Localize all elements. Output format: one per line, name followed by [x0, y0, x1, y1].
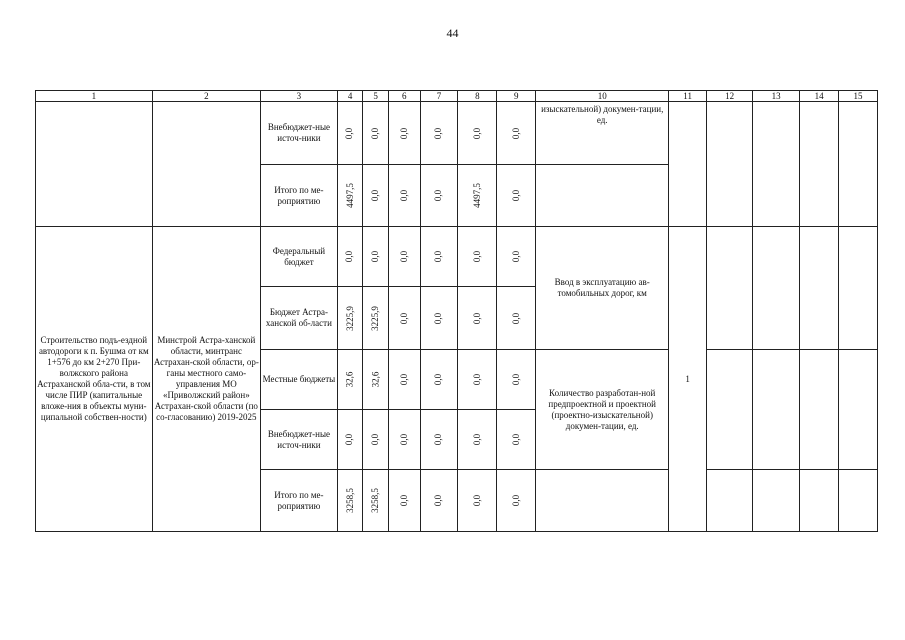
- funding-source: Внебюджет-ные источ-ники: [261, 410, 338, 470]
- value-cell: 32,6: [363, 350, 389, 410]
- value-cell: 0,0: [363, 102, 389, 165]
- empty-cell: [669, 102, 707, 227]
- value-cell: 0,0: [363, 165, 389, 227]
- header-cell: 3: [261, 91, 338, 102]
- empty-cell: [707, 227, 753, 350]
- empty-cell: [839, 227, 878, 350]
- value-cell: 0,0: [388, 410, 420, 470]
- header-cell: 10: [536, 91, 669, 102]
- value-cell: 0,0: [420, 227, 458, 287]
- empty-cell: [707, 470, 753, 532]
- value-cell: 0,0: [497, 102, 536, 165]
- empty-cell: [753, 102, 800, 227]
- value-cell: 3258,5: [337, 470, 363, 532]
- empty-cell: [800, 227, 839, 350]
- value-cell: 0,0: [388, 287, 420, 350]
- empty-cell: [753, 470, 800, 532]
- indicator-cell: Ввод в эксплуатацию ав-томобильных дорог, км: [536, 227, 669, 350]
- executor-cell: Минстрой Астра-ханской области, минтранс Астрахан-ской области, ор-ганы местного само-управления МО «Приволжский район» Астрахан-ской области (по со-гласованию) 2019-2025: [152, 227, 260, 532]
- empty-cell: [707, 350, 753, 470]
- value-cell: 0,0: [388, 350, 420, 410]
- value-cell: 0,0: [420, 102, 458, 165]
- empty-cell: [707, 102, 753, 227]
- value-cell: 0,0: [497, 350, 536, 410]
- header-cell: 9: [497, 91, 536, 102]
- table-row: [36, 227, 878, 287]
- header-cell: 15: [839, 91, 878, 102]
- funding-source: Внебюджет-ные источ-ники: [261, 102, 338, 165]
- value-cell: 3225,9: [337, 287, 363, 350]
- value-cell: 0,0: [497, 410, 536, 470]
- value-cell: 0,0: [420, 165, 458, 227]
- measure-name-cell: Строительство подъ-ездной автодороги к п. Бушма от км 1+576 до км 2+270 При-волжского района Астраханской обла-сти, в том числе ПИР (капитальные вложе-ния в объекты муни-ципальной собствен-ности): [36, 227, 153, 532]
- value-cell: 0,0: [458, 227, 497, 287]
- header-cell: 11: [669, 91, 707, 102]
- funding-source: Итого по ме-роприятию: [261, 165, 338, 227]
- value-cell: 0,0: [420, 350, 458, 410]
- empty-cell: [800, 350, 839, 470]
- table-row: [36, 102, 878, 165]
- empty-cell: [839, 470, 878, 532]
- measure-name-cell: [36, 102, 153, 227]
- page-number: 44: [446, 26, 459, 40]
- header-cell: 2: [152, 91, 260, 102]
- value-cell: 0,0: [363, 410, 389, 470]
- value-cell: 0,0: [497, 165, 536, 227]
- value-cell: 0,0: [420, 410, 458, 470]
- empty-cell: [753, 227, 800, 350]
- value-cell: 32,6: [337, 350, 363, 410]
- header-cell: 5: [363, 91, 389, 102]
- value-cell: 4497,5: [337, 165, 363, 227]
- value-cell: 0,0: [388, 470, 420, 532]
- value-cell: 0,0: [388, 165, 420, 227]
- value-cell: 3225,9: [363, 287, 389, 350]
- empty-cell: [800, 102, 839, 227]
- header-cell: 12: [707, 91, 753, 102]
- empty-cell: [800, 470, 839, 532]
- value-cell: 0,0: [388, 102, 420, 165]
- indicator-value-cell: 1: [669, 227, 707, 532]
- value-cell: 0,0: [458, 350, 497, 410]
- value-cell: 0,0: [420, 287, 458, 350]
- indicator-cell: изыскательной) докумен-тации, ед.: [536, 102, 669, 165]
- indicator-cell: Количество разработан-ной предпроектной и проектной (проектно-изыскательной) докумен-тации, ед.: [536, 350, 669, 470]
- header-cell: 8: [458, 91, 497, 102]
- empty-cell: [839, 350, 878, 470]
- header-cell: 6: [388, 91, 420, 102]
- value-cell: 0,0: [497, 227, 536, 287]
- empty-cell: [839, 102, 878, 227]
- funding-source: Местные бюджеты: [261, 350, 338, 410]
- funding-source: Федеральный бюджет: [261, 227, 338, 287]
- header-cell: 7: [420, 91, 458, 102]
- header-row: [36, 91, 878, 102]
- header-cell: 14: [800, 91, 839, 102]
- value-cell: 0,0: [497, 470, 536, 532]
- value-cell: 0,0: [458, 102, 497, 165]
- value-cell: 0,0: [458, 470, 497, 532]
- value-cell: 0,0: [388, 227, 420, 287]
- executor-cell: [152, 102, 260, 227]
- header-cell: 13: [753, 91, 800, 102]
- indicator-cell: [536, 470, 669, 532]
- value-cell: 0,0: [497, 287, 536, 350]
- value-cell: 0,0: [337, 227, 363, 287]
- funding-source: Итого по ме-роприятию: [261, 470, 338, 532]
- header-cell: 1: [36, 91, 153, 102]
- empty-cell: [753, 350, 800, 470]
- indicator-cell: [536, 165, 669, 227]
- header-cell: 4: [337, 91, 363, 102]
- value-cell: 0,0: [458, 287, 497, 350]
- funding-source: Бюджет Астра-ханской об-ласти: [261, 287, 338, 350]
- program-table: [35, 90, 878, 532]
- value-cell: 0,0: [458, 410, 497, 470]
- value-cell: 4497,5: [458, 165, 497, 227]
- value-cell: 0,0: [420, 470, 458, 532]
- value-cell: 0,0: [337, 410, 363, 470]
- value-cell: 0,0: [337, 102, 363, 165]
- value-cell: 3258,5: [363, 470, 389, 532]
- value-cell: 0,0: [363, 227, 389, 287]
